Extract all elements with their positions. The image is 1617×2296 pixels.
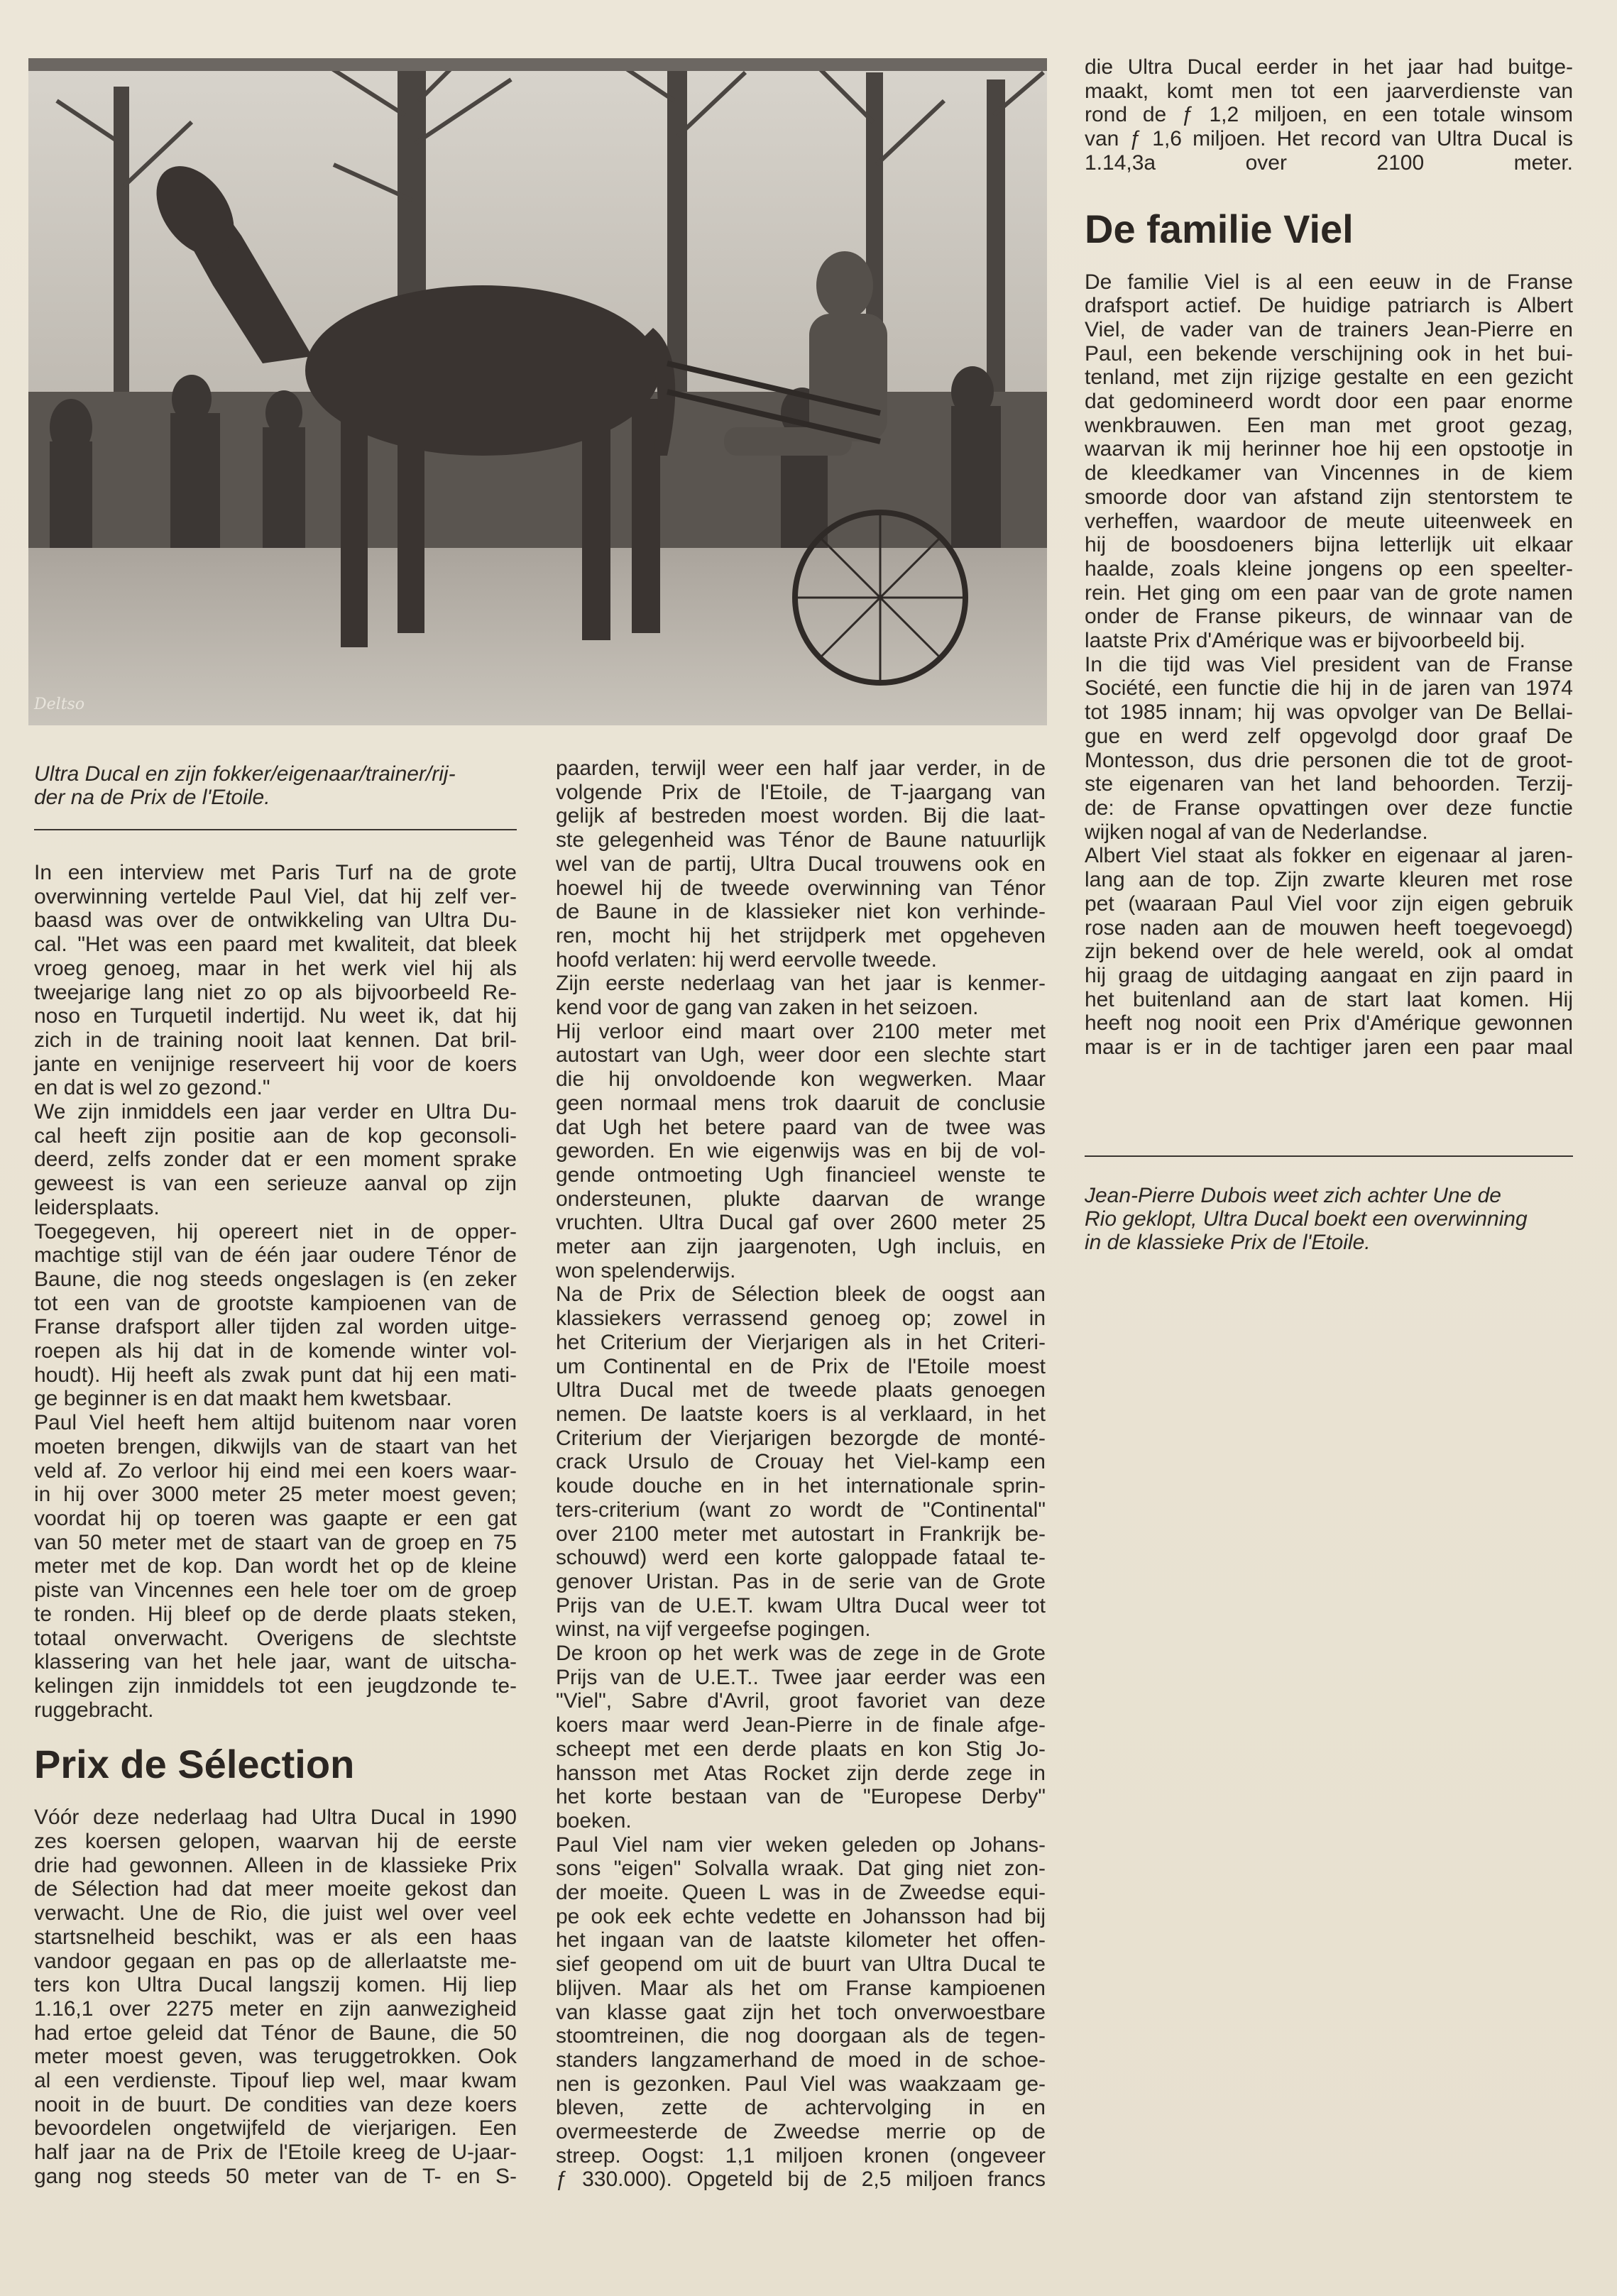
text-line: baasd was over de ontwikkeling van Ultra Du- — [34, 908, 517, 933]
text-line: gelijk af bestreden moest worden. Bij die laat- — [556, 804, 1046, 828]
text-line: genover Uristan. Pas in de serie van de Grote — [556, 1569, 1046, 1593]
text-line: rein. Het ging om een paar van de grote namen — [1085, 581, 1573, 605]
text-line: boeken. — [556, 1808, 632, 1833]
text-line: van ƒ 1,6 miljoen. Het record van Ultra Ducal is — [1085, 127, 1573, 151]
photo-caption-top — [34, 762, 517, 809]
text-line: Criterium der Vierjarigen bezorgde de monté- — [556, 1426, 1046, 1450]
text-line: startsnelheid beschikt, was er als een haas — [34, 1925, 517, 1949]
text-line: die Ultra Ducal eerder in het jaar had buitge- — [1085, 55, 1573, 79]
text-line: koude douche en in het internationale sprin- — [556, 1474, 1046, 1498]
text-line: ters-criterium (want zo wordt de "Continental" — [556, 1498, 1046, 1522]
section-heading-prix-de-selection: Prix de Sélection — [34, 1742, 355, 1787]
text-line: Vóór deze nederlaag had Ultra Ducal in 1990 — [34, 1806, 517, 1830]
text-line: klassering van het hele jaar, want de uitscha- — [34, 1650, 517, 1674]
column-2-text — [556, 757, 1046, 2192]
text-line: Zijn eerste nederlaag van het jaar is kenmer- — [556, 972, 1046, 996]
text-line: ste gelegenheid was Ténor de Baune natuurlijk — [556, 828, 1046, 852]
text-line: machtige stijl van de één jaar oudere Ténor de — [34, 1243, 517, 1268]
text-line: Albert Viel staat als fokker en eigenaar al jaren- — [1085, 844, 1573, 868]
text-line: winst, na vijf vergeefse pogingen. — [556, 1617, 871, 1642]
text-line: zijn bekend over de hele wereld, ook al omdat — [1085, 940, 1573, 964]
text-line: nen is gezonken. Paul Viel was waakzaam ge- — [556, 2072, 1046, 2096]
column-1-text — [34, 861, 517, 1722]
text-line: de Sélection had dat meer moeite gekost dan — [34, 1877, 517, 1901]
text-line: der moeite. Queen L was in de Zweedse equi- — [556, 1881, 1046, 1905]
text-line: in hij over 3000 meter 25 meter moest geven; — [34, 1483, 517, 1507]
photo-caption-right — [1085, 1184, 1574, 1254]
text-line: De kroon op het werk was de zege in de Grote — [556, 1642, 1046, 1666]
text-line: de Baune in de klassieker niet kon verhinde- — [556, 900, 1046, 924]
photo-illustration — [28, 58, 1047, 725]
column-3-text — [1085, 55, 1573, 175]
text-line: rond de ƒ 1,2 miljoen, en een totale winsom — [1085, 103, 1573, 127]
text-line: van 50 meter met de staart van de groep en 75 — [34, 1530, 517, 1554]
text-line: Hij verloor eind maart over 2100 meter met — [556, 1019, 1046, 1043]
text-line: blijven. Maar als het om Franse kampioenen — [556, 1976, 1046, 2000]
text-line: hij graag de uitdaging aangaat en zijn paard in — [1085, 963, 1573, 987]
text-line: hoofd verlaten: hij werd eervolle tweede. — [556, 947, 937, 972]
text-line: totaal onverwacht. Overigens de slechtste — [34, 1626, 517, 1650]
text-line: koers maar werd Jean-Pierre in de finale afge- — [556, 1713, 1046, 1737]
text-line: nemen. De laatste koers is al verklaard, in het — [556, 1402, 1046, 1426]
text-line: won spelenderwijs. — [556, 1258, 736, 1282]
text-line: verheffen, waardoor de meute uiteenweek en — [1085, 509, 1573, 533]
text-line: vroeg genoeg, maar in het werk viel hij als — [34, 956, 517, 980]
text-line: gang nog steeds 50 meter van de T- en S- — [34, 2164, 517, 2188]
text-line: Toegegeven, hij opereert niet in de opper- — [34, 1219, 517, 1243]
text-line: ƒ 330.000). Opgeteld bij de 2,5 miljoen francs — [556, 2168, 1046, 2192]
text-line: die hij onvoldoende kon wegwerken. Maar — [556, 1067, 1046, 1092]
caption-line: der na de Prix de l'Etoile. — [34, 786, 270, 809]
text-line: bleven, zette de achtervolging in en — [556, 2096, 1046, 2120]
text-line: ruggebracht. — [34, 1698, 154, 1722]
text-line: onder de Franse pikeurs, de winnaar van de — [1085, 605, 1573, 629]
text-line: ondersteunen, plukte daarvan de wrange — [556, 1187, 1046, 1211]
text-line: standers langzamerhand de moed in de schoe- — [556, 2048, 1046, 2072]
section-heading-de-familie-viel: De familie Viel — [1085, 206, 1354, 251]
text-line: tweejarige lang niet zo op als bijvoorbeeld Re- — [34, 980, 517, 1004]
text-line: tenland, met zijn rijzige gestalte en een gezicht — [1085, 366, 1573, 390]
photo-credit: Deltso — [34, 696, 85, 713]
text-line: houdt). Hij heeft als zwak punt dat hij een mati- — [34, 1363, 517, 1387]
column-1-text-continued — [34, 1806, 517, 2188]
text-line: hoewel hij de tweede overwinning van Ténor — [556, 876, 1046, 900]
text-line: meter moest geven, was teruggetrokken. Ook — [34, 2045, 517, 2069]
text-line: 1.14,3a over 2100 meter. — [1085, 150, 1573, 175]
caption-line: Ultra Ducal en zijn fokker/eigenaar/trainer/rij- — [34, 762, 456, 786]
horse-sulky-photo — [28, 58, 1047, 725]
text-line: hij de boosdoeners bijna letterlijk uit elkaar — [1085, 533, 1573, 557]
text-line: kelingen zijn inmiddels tot een jeugdzonde te- — [34, 1674, 517, 1698]
text-line: hansson met Atas Rocket zijn derde zege in — [556, 1761, 1046, 1785]
text-line: jante en venijnige reserveert hij voor de koers — [34, 1052, 517, 1076]
text-line: drie had gewonnen. Alleen in de klassieke Prix — [34, 1853, 517, 1877]
text-line: Franse drafsport aller tijden zal worden uitge- — [34, 1315, 517, 1339]
text-line: cal. "Het was een paard met kwaliteit, dat bleek — [34, 933, 517, 957]
text-line: bevoordelen ongetwijfeld de vierjarigen. Een — [34, 2116, 517, 2141]
text-line: um Continental en de Prix de l'Etoile moest — [556, 1354, 1046, 1378]
text-line: Paul, een bekende verschijning ook in het bui- — [1085, 341, 1573, 366]
text-line: ge beginner is en dat maakt hem kwetsbaar. — [34, 1387, 452, 1411]
caption-line: Jean-Pierre Dubois weet zich achter Une de — [1085, 1184, 1501, 1207]
text-line: roepen als hij dat in de komende winter vol- — [34, 1339, 517, 1363]
text-line: het korte bestaan van de "Europese Derby" — [556, 1785, 1046, 1809]
caption-line: Rio geklopt, Ultra Ducal boekt een overwinning — [1085, 1207, 1528, 1231]
text-line: Paul Viel nam vier weken geleden op Johans- — [556, 1833, 1046, 1857]
text-line: pe ook eek echte vedette en Johansson had bij — [556, 1904, 1046, 1928]
text-line: dat Ugh het betere paard van de twee was — [556, 1115, 1046, 1139]
text-line: sief geopend om uit de buurt van Ultra Ducal te — [556, 1952, 1046, 1977]
caption-divider — [34, 829, 517, 830]
text-line: sons "eigen" Solvalla wraak. Dat ging niet zon- — [556, 1857, 1046, 1881]
text-line: pet (waaraan Paul Viel voor zijn eigen gebruik — [1085, 891, 1573, 916]
text-line: gue en werd zelf opgevolgd door graaf De — [1085, 724, 1573, 748]
text-line: tot 1985 innam; hij was opvolger van De Bellai- — [1085, 701, 1573, 725]
text-line: meter met de kop. Dan wordt het op de kleine — [34, 1554, 517, 1578]
text-line: kend voor de gang van zaken in het seizoen. — [556, 996, 979, 1020]
text-line: lang aan de top. Zijn zwarte kleuren met rose — [1085, 868, 1573, 892]
caption-divider-right — [1085, 1155, 1573, 1157]
text-line: 1.16,1 over 2275 meter en zijn aanwezigheid — [34, 1996, 517, 2021]
text-line: meter aan zijn jaargenoten, Ugh incluis, en — [556, 1235, 1046, 1259]
text-line: maakt, komt men tot een jaarverdienste van — [1085, 79, 1573, 103]
article-column-3 — [1085, 55, 1573, 1060]
text-line: autostart van Ugh, weer door een slechte start — [556, 1043, 1046, 1067]
text-line: en dat is wel zo gezond." — [34, 1076, 270, 1100]
text-line: van klasse gaat zijn het toch onverwoestbare — [556, 2000, 1046, 2024]
text-line: Baune, die nog steeds ongeslagen is (en zeker — [34, 1267, 517, 1291]
text-line: had ertoe geleid dat Ténor de Baune, die 50 — [34, 2021, 517, 2045]
text-line: de kleedkamer van Vincennes in de kiem — [1085, 461, 1573, 485]
text-line: deerd, zelfs zonder dat er een moment sprake — [34, 1148, 517, 1172]
text-line: voordat hij op toeren was gaapte er een gat — [34, 1506, 517, 1530]
text-line: We zijn inmiddels een jaar verder en Ultra Du- — [34, 1100, 517, 1124]
text-line: vandoor gegaan en pas op de allerlaatste me- — [34, 1949, 517, 1973]
text-line: nooit in de buurt. De condities van deze koers — [34, 2092, 517, 2116]
text-line: smoorde door van afstand zijn stentorstem te — [1085, 485, 1573, 509]
text-line: over 2100 meter met autostart in Frankrijk be- — [556, 1522, 1046, 1546]
text-line: verwacht. Une de Rio, die juist wel over veel — [34, 1901, 517, 1926]
text-line: streep. Oogst: 1,1 miljoen kronen (ongeveer — [556, 2143, 1046, 2168]
text-line: geweest is van een serieuze aanval op zijn — [34, 1172, 517, 1196]
text-line: haalde, zoals kleine jongens op een speelter- — [1085, 556, 1573, 581]
text-line: veld af. Zo verloor hij eind mei een koers waar- — [34, 1459, 517, 1483]
text-line: te ronden. Hij bleef op de derde plaats steken, — [34, 1602, 517, 1626]
text-line: Ultra Ducal met de tweede plaats genoegen — [556, 1378, 1046, 1402]
text-line: zes koersen gelopen, waarvan hij de eerste — [34, 1830, 517, 1854]
text-line: moeten brengen, dikwijls van de staart van het — [34, 1434, 517, 1459]
text-line: piste van Vincennes een hele toer om de groep — [34, 1578, 517, 1603]
text-line: paarden, terwijl weer een half jaar verder, in de — [556, 757, 1046, 780]
text-line: leidersplaats. — [34, 1195, 160, 1219]
text-line: Prijs van de U.E.T.. Twee jaar eerder was een — [556, 1665, 1046, 1689]
text-line: overmeesterde de Zweedse merrie op de — [556, 2120, 1046, 2144]
text-line: geen normaal mens trok daaruit de conclusie — [556, 1091, 1046, 1115]
text-line: wijken nogal af van de Nederlandse. — [1085, 820, 1428, 844]
text-line: wenkbrauwen. Een man met groot gezag, — [1085, 413, 1573, 437]
text-line: geworden. En wie eigenwijs was en bij de vol- — [556, 1139, 1046, 1163]
text-line: klassiekers verrassend genoeg op; zowel in — [556, 1307, 1046, 1331]
text-line: vruchten. Ultra Ducal gaf over 2600 meter 25 — [556, 1211, 1046, 1235]
text-line: half jaar na de Prix de l'Etoile kreeg de U-jaar- — [34, 2141, 517, 2165]
text-line: laatste Prix d'Amérique was er bijvoorbeeld bij. — [1085, 629, 1526, 653]
text-line: "Viel", Sabre d'Avril, groot favoriet van deze — [556, 1689, 1046, 1713]
text-line: het buitenland aan de start laat komen. Hij — [1085, 987, 1573, 1011]
text-line: cal heeft zijn positie aan de kop geconsoli- — [34, 1124, 517, 1148]
text-line: Viel, de vader van de trainers Jean-Pierre en — [1085, 317, 1573, 341]
text-line: het ingaan van de laatste kilometer het offen- — [556, 1928, 1046, 1952]
text-line: noso en Turquetil indertijd. Nu weet ik, dat hij — [34, 1004, 517, 1028]
text-line: Montesson, dus drie personen die tot de groot- — [1085, 748, 1573, 772]
text-line: drafsport actief. De huidige patriarch is Albert — [1085, 294, 1573, 318]
text-line: ters kon Ultra Ducal langszij komen. Hij liep — [34, 1973, 517, 1997]
text-line: Société, een functie die hij in de jaren van 1974 — [1085, 676, 1573, 701]
text-line: rose naden aan de mouwen heeft toegevoegd) — [1085, 916, 1573, 940]
text-line: waarvan ik mij herinner hoe hij een opstootje in — [1085, 437, 1573, 461]
article-column-2 — [556, 757, 1046, 2192]
text-line: In die tijd was Viel president van de Franse — [1085, 652, 1573, 676]
text-line: wel van de partij, Ultra Ducal trouwens ook en — [556, 852, 1046, 876]
text-line: tot een van de grootste kampioenen van de — [34, 1291, 517, 1315]
article-column-1 — [34, 861, 517, 2189]
text-line: scheept met een derde plaats en kon Stig Jo- — [556, 1737, 1046, 1761]
text-line: stoomtreinen, die nog doorgaan als de tegen- — [556, 2024, 1046, 2048]
text-line: gende ontmoeting Ugh financieel wenste te — [556, 1163, 1046, 1187]
text-line: overwinning vertelde Paul Viel, dat hij zelf ver- — [34, 884, 517, 908]
text-line: In een interview met Paris Turf na de grote — [34, 861, 517, 884]
text-line: dat gedomineerd wordt door een paar enorme — [1085, 390, 1573, 414]
text-line: volgende Prix de l'Etoile, de T-jaargang van — [556, 780, 1046, 804]
text-line: ste eigenaren van het land behoorden. Terzij- — [1085, 772, 1573, 796]
text-line: maar is er in de tachtiger jaren een paar maal — [1085, 1036, 1573, 1060]
text-line: het Criterium der Vierjarigen als in het Criteri- — [556, 1330, 1046, 1354]
text-line: Paul Viel heeft hem altijd buitenom naar voren — [34, 1411, 517, 1435]
column-3-text-continued — [1085, 270, 1573, 1060]
text-line: ren, mocht hij het strijdperk met opgeheven — [556, 923, 1046, 947]
text-line: Na de Prix de Sélection bleek de oogst aan — [556, 1282, 1046, 1307]
text-line: Prijs van de U.E.T. kwam Ultra Ducal weer tot — [556, 1593, 1046, 1617]
caption-line: in de klassieke Prix de l'Etoile. — [1085, 1231, 1371, 1254]
text-line: schouwd) werd een korte galoppade fataal te- — [556, 1546, 1046, 1570]
text-line: De familie Viel is al een eeuw in de Franse — [1085, 270, 1573, 294]
text-line: al een verdienste. Tipouf liep wel, maar kwam — [34, 2069, 517, 2093]
text-line: de: de Franse opvattingen over deze functie — [1085, 796, 1573, 820]
text-line: heeft nog nooit een Prix d'Amérique gewonnen — [1085, 1011, 1573, 1036]
text-line: crack Ursulo de Crouay het Viel-kamp een — [556, 1450, 1046, 1474]
text-line: zich in de training nooit laat kennen. Dat bril- — [34, 1028, 517, 1052]
